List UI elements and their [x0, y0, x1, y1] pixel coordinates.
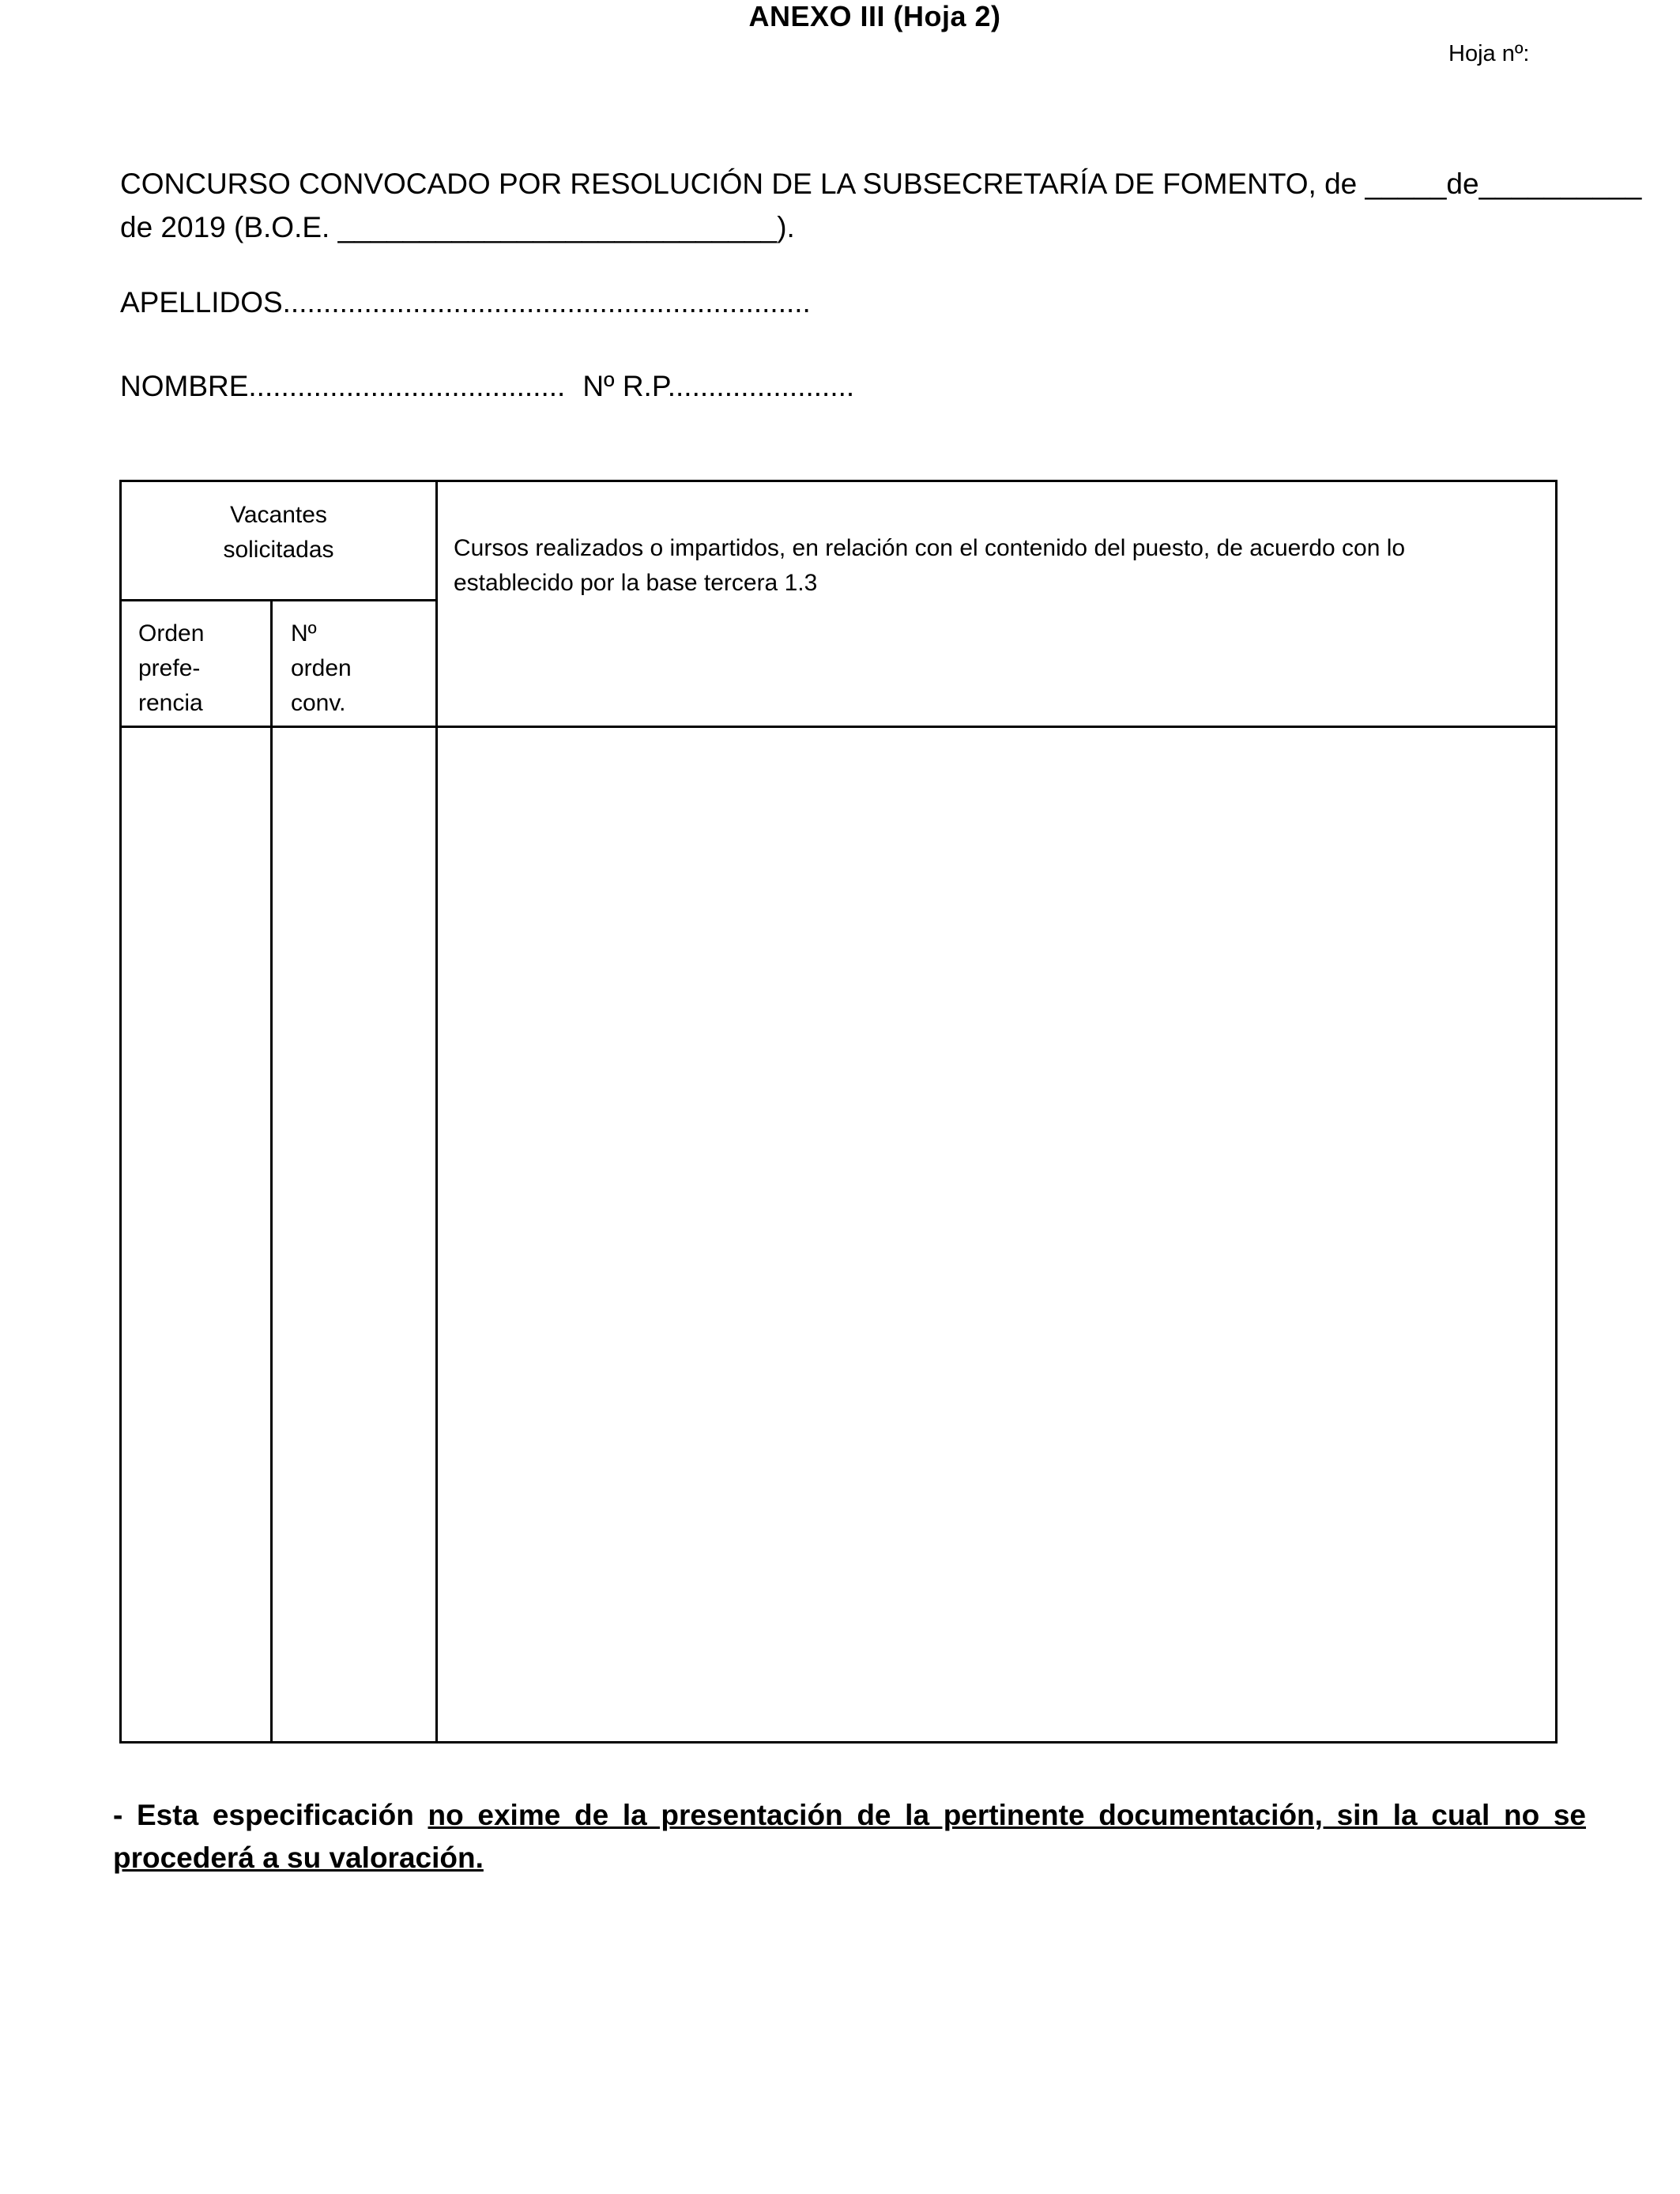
orden-entry-cell[interactable]	[122, 728, 270, 1744]
cursos-entry-cell[interactable]	[438, 728, 1555, 1744]
header-norden-line3: conv.	[291, 690, 346, 716]
nrp-field: Nº R.P.......................	[582, 370, 855, 402]
header-cursos-line1: Cursos realizados o impartidos, en relación con el contenido del puesto, de acuerdo con lo	[454, 535, 1406, 561]
header-vacantes-line2: solicitadas	[223, 537, 334, 563]
footer-note-prefix: - Esta especificación	[113, 1799, 428, 1831]
concurso-statement	[120, 162, 1642, 249]
header-orden-line1: Orden	[138, 620, 205, 647]
header-cursos-line2: establecido por la base tercera 1.3	[454, 570, 818, 596]
page-title: ANEXO III (Hoja 2)	[748, 0, 1001, 32]
header-vacantes-line1: Vacantes	[230, 502, 327, 528]
concurso-line-2: de 2019 (B.O.E. ___________________________).	[120, 211, 795, 243]
nombre-row	[120, 370, 854, 403]
header-norden-line2: orden	[291, 655, 352, 681]
header-numero-orden	[291, 616, 417, 721]
courses-table	[119, 480, 1558, 1744]
header-orden-line2: prefe-	[138, 655, 201, 681]
norden-entry-cell[interactable]	[273, 728, 435, 1744]
header-orden-preferencia	[138, 616, 265, 721]
sheet-number-label: Hoja nº:	[1448, 41, 1530, 66]
header-norden-line1: Nº	[291, 620, 317, 647]
apellidos-field: APELLIDOS.................................................................	[120, 286, 811, 319]
footer-note-underlined: no exime de la presentación de la pertinente documentación, sin la cual no se procederá a su valoración.	[113, 1799, 1586, 1874]
header-vacantes	[122, 498, 435, 567]
footer-note	[113, 1794, 1586, 1879]
concurso-line-1: CONCURSO CONVOCADO POR RESOLUCIÓN DE LA SUBSECRETARÍA DE FOMENTO, de _____de__________	[120, 168, 1642, 200]
nombre-field: NOMBRE.......................................	[120, 370, 566, 402]
header-orden-line3: rencia	[138, 690, 203, 716]
table-divider-vacantes-sub	[122, 599, 435, 601]
header-cursos	[454, 531, 1528, 601]
